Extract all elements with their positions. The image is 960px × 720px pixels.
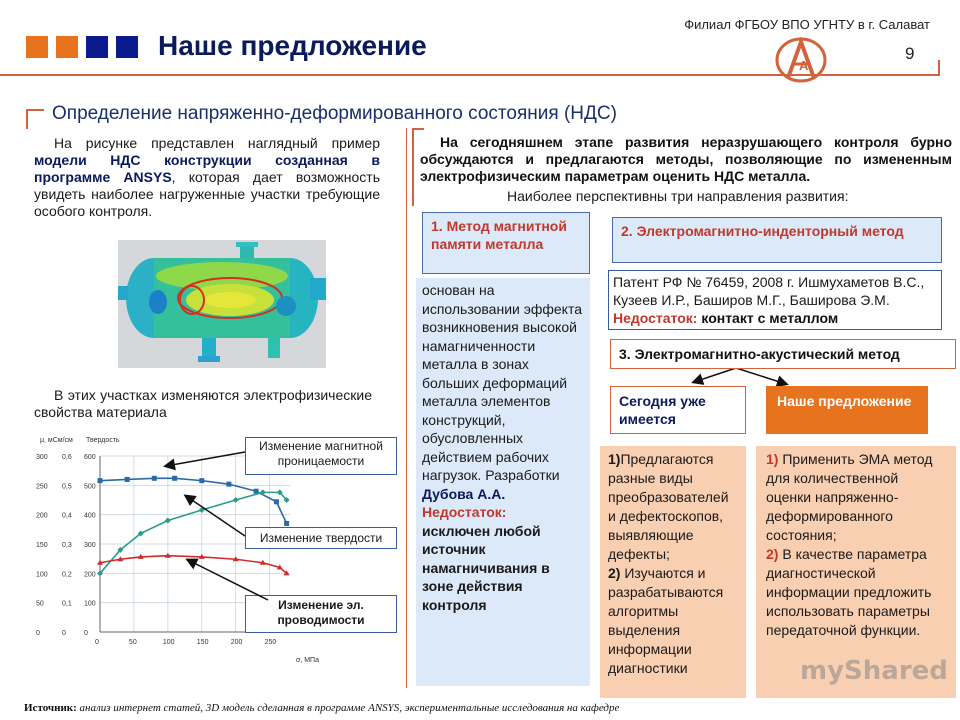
chart-ytick-inner: 200 xyxy=(84,571,96,579)
chart-ytick-mid: 0,4 xyxy=(62,512,72,520)
chart-ytick-outer: 100 xyxy=(36,571,48,579)
chart-ytick-outer: 150 xyxy=(36,542,48,549)
chart-ytick-inner: 0 xyxy=(84,630,88,637)
today-item-1: Предлагаются разные виды преобразователей и дефектоскопов, выявляющие дефекты; xyxy=(608,451,729,562)
method2-drawback: контакт с металлом xyxy=(701,310,839,326)
our-item-1: Применить ЭМА метод для количественной оценки напряженно-деформированного состояния; xyxy=(766,451,933,543)
method1-drawback: исключен любой источник намагничивания в зоне действия контроля xyxy=(422,522,550,613)
today-item-2: Изучаются и разрабатываются алгоритмы выделения информации диагностики xyxy=(608,565,724,676)
page-number: 9 xyxy=(905,44,915,63)
source-text: анализ интернет статей, 3D модель сделанная в программе ANSYS, экспериментальные исследования на кафедре xyxy=(79,702,620,714)
chart-ytick-outer: 250 xyxy=(36,483,48,491)
today-body xyxy=(600,446,746,698)
method1-title: 1. Метод магнитной памяти металла xyxy=(422,212,590,274)
chart-ytick-mid: 0,3 xyxy=(62,542,72,549)
chart-ytick-mid: 0,1 xyxy=(62,600,72,608)
method1-drawback-label: Недостаток: xyxy=(422,504,507,520)
chart-xtick: 150 xyxy=(196,639,209,646)
logo-letter: А xyxy=(799,58,809,73)
right-intro xyxy=(420,134,952,185)
watermark: myShared xyxy=(800,656,948,686)
our-num-1: 1) xyxy=(766,451,779,467)
chart-xtick: 200 xyxy=(230,639,243,646)
our-item-2: В качестве параметра диагностической информации предложить использовать параметры передаточной функции. xyxy=(766,546,932,638)
right-intro-note: Наиболее перспективны три направления развития: xyxy=(507,188,849,204)
chart-ytick-inner: 100 xyxy=(84,600,96,608)
chart-ytick-inner: 400 xyxy=(84,512,96,520)
method2-drawback-label: Недостаток: xyxy=(613,310,698,326)
left-intro-text-2: , которая дает возможность увидеть наиболее нагруженные участки требующие особого контроля. xyxy=(34,169,380,219)
method1-author: Дубова А.А. xyxy=(422,485,506,502)
left-intro-bold: модели НДС конструкции созданная в программе ANSYS xyxy=(34,152,380,185)
section-subtitle: Определение напряженно-деформированного состояния (НДС) xyxy=(52,103,617,124)
chart-ytick-outer: 200 xyxy=(36,512,48,520)
chart-xtick: 0 xyxy=(95,639,99,646)
method2-title: 2. Электромагнитно-инденторный метод xyxy=(612,217,942,263)
chart-ylabel-left: μ, мСм/см xyxy=(40,437,73,444)
left-note: В этих участках изменяются электрофизические свойства материала xyxy=(34,387,372,420)
method2-body xyxy=(608,270,942,330)
chart-xtick: 250 xyxy=(264,639,277,646)
chart-ytick-mid: 0 xyxy=(62,630,66,637)
chart-ytick-outer: 50 xyxy=(36,600,44,608)
organization-name: Филиал ФГБОУ ВПО УГНТУ в г. Салават xyxy=(684,17,930,32)
method1-body xyxy=(416,278,590,686)
label-hardness: Изменение твердости xyxy=(245,527,397,549)
label-magnetic: Изменение магнитной проницаемости xyxy=(245,437,397,475)
chart-xlabel: σ, МПа xyxy=(296,657,319,664)
page-title: Наше предложение xyxy=(158,30,427,61)
method1-text: основан на использовании эффекта возникновения высокой намагниченности металла в зонах больших деформаций металла элементов конструкций, обусловленных действием рабочих нагрузок. Разработки xyxy=(422,282,583,483)
chart-ylabel-right: Твердость xyxy=(86,437,120,444)
source-label: Источник: xyxy=(24,702,77,714)
chart-ytick-inner: 600 xyxy=(84,454,96,461)
right-intro-bold: На сегодняшнем этапе развития неразрушающего контроля бурно обсуждаются и предлагаются методы, позволяющие по измененным электрофизическим параметрам оценить НДС металла. xyxy=(420,134,952,184)
chart-ytick-inner: 300 xyxy=(84,542,96,549)
our-num-2: 2) xyxy=(766,546,779,562)
our-title: Наше предложение xyxy=(766,386,928,434)
chart-ytick-mid: 0,2 xyxy=(62,571,72,579)
method2-patent: Патент РФ № 76459, 2008 г. Ишмухаметов В.С., Кузеев И.Р., Баширов М.Г., Баширова Э.М. xyxy=(613,274,925,308)
chart-ytick-mid: 0,6 xyxy=(62,454,72,461)
column-separator xyxy=(406,128,407,688)
label-conductivity: Изменение эл. проводимости xyxy=(245,595,397,633)
chart-ytick-inner: 500 xyxy=(84,483,96,491)
chart-xtick: 50 xyxy=(128,639,137,646)
today-title: Сегодня уже имеется xyxy=(610,386,746,434)
chart-xtick: 100 xyxy=(162,639,175,646)
chart-ytick-outer: 300 xyxy=(36,454,48,461)
chart-ytick-mid: 0,5 xyxy=(62,483,72,491)
chart-ytick-outer: 0 xyxy=(36,630,40,637)
left-intro-text-1: На рисунке представлен наглядный пример xyxy=(54,135,380,151)
today-num-1: 1) xyxy=(608,451,621,467)
method3-title: 3. Электромагнитно-акустический метод xyxy=(610,339,956,369)
today-num-2: 2) xyxy=(608,565,621,581)
source-line xyxy=(24,702,619,714)
